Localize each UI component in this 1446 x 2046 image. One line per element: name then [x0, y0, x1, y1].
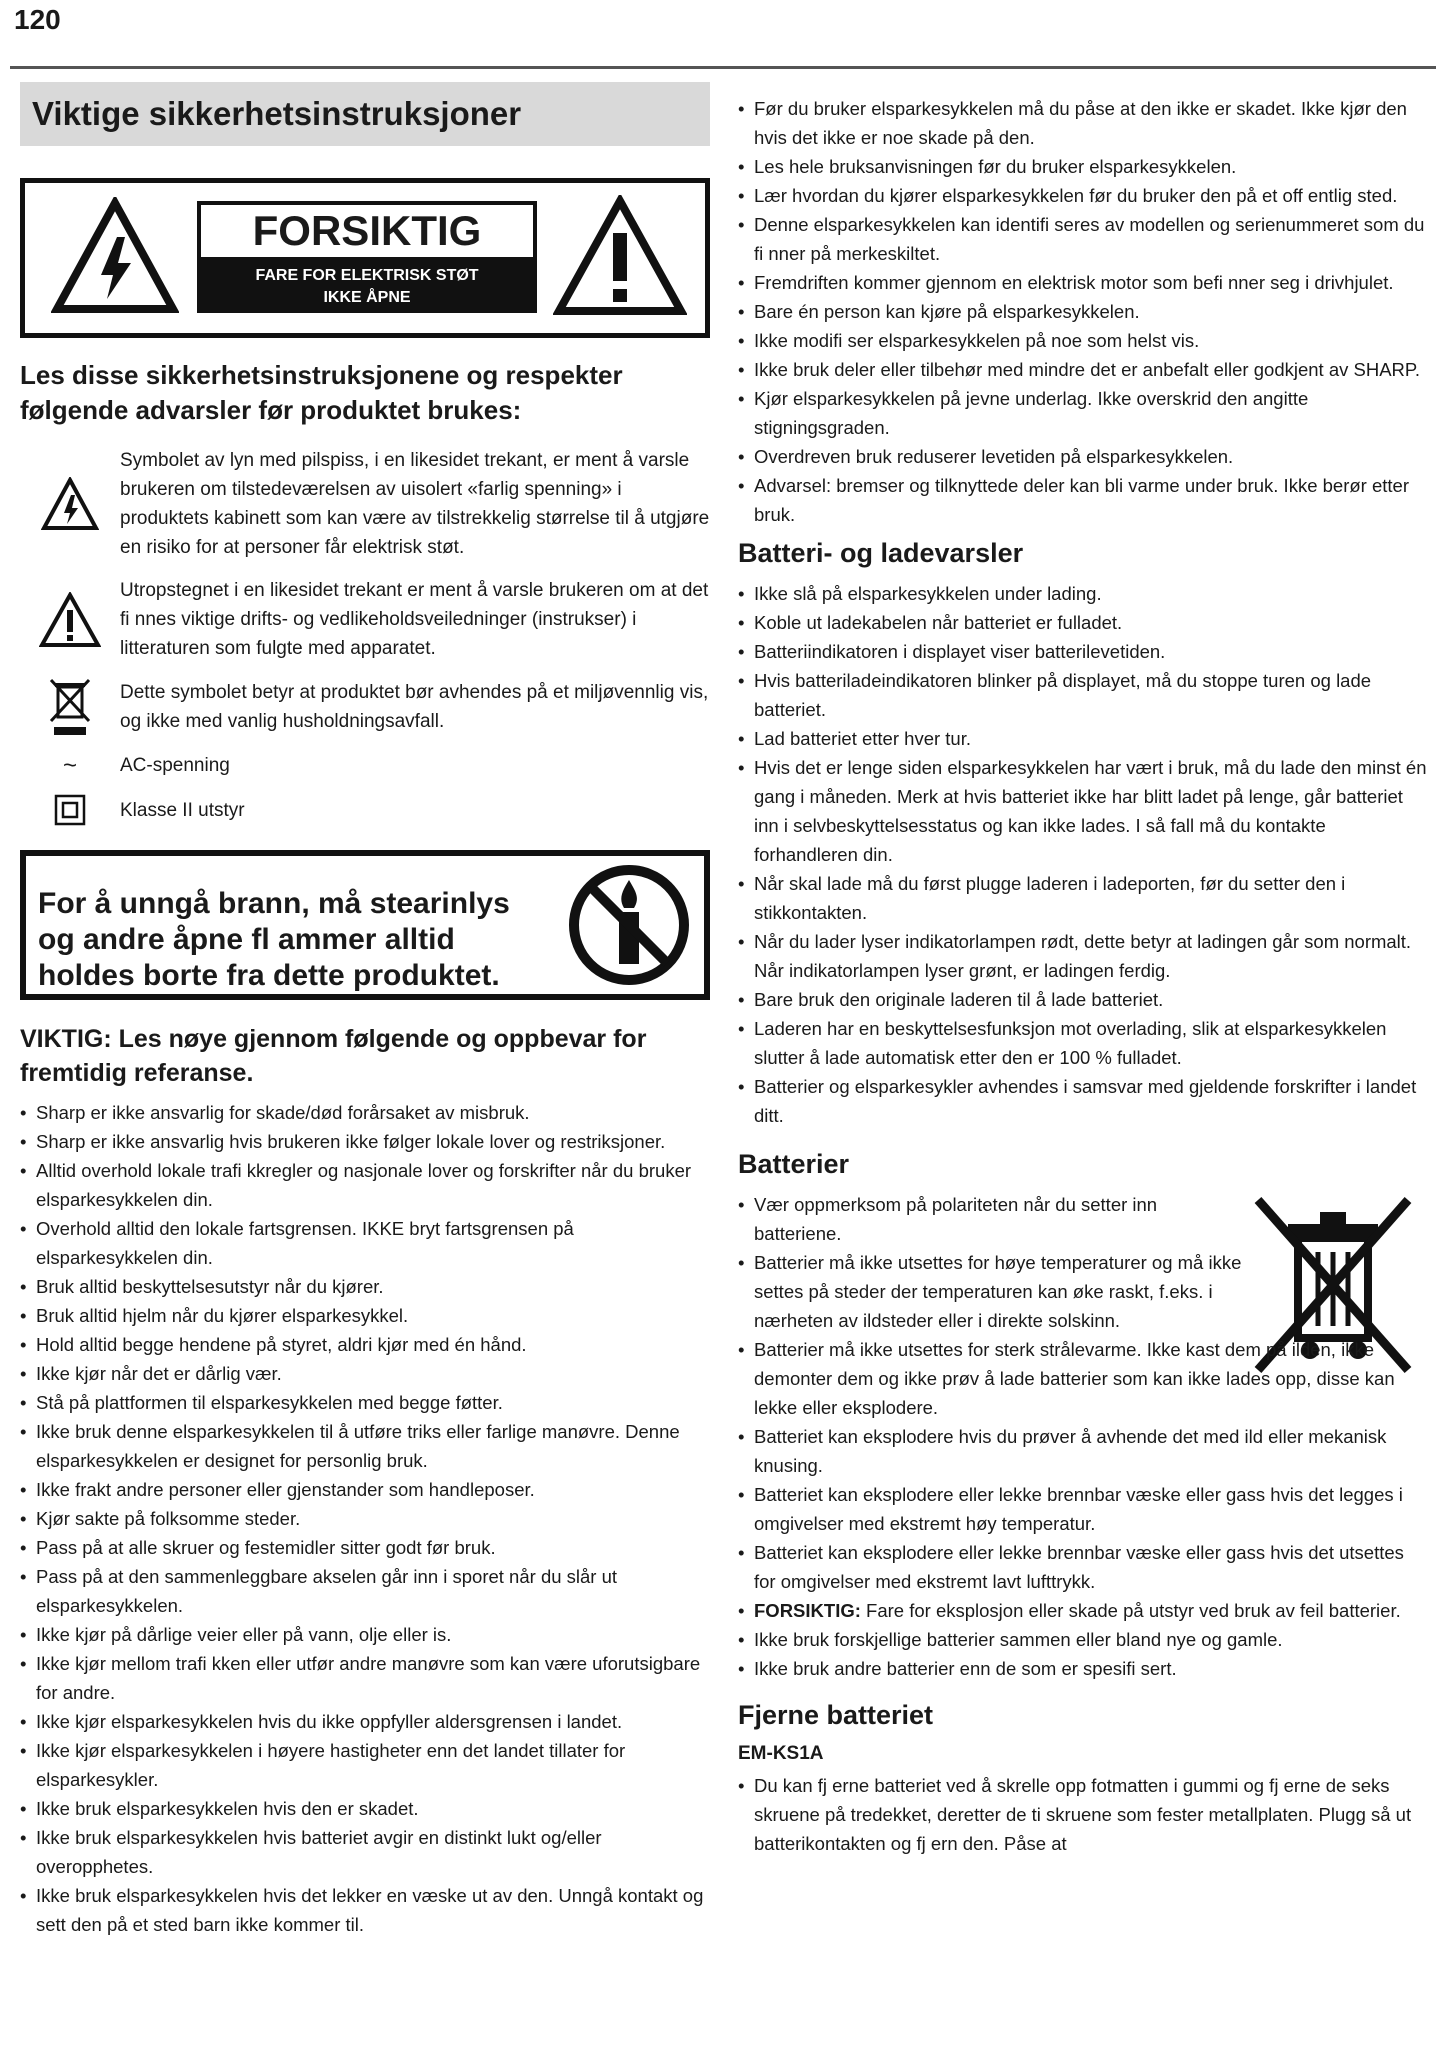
list-item: • Batteriet kan eksplodere eller lekke brennbar væske eller gass hvis det legges i omgivelser med ekstremt høy temperatur. [738, 1480, 1428, 1538]
caution-label [20, 178, 710, 338]
list-item: • Ikke bruk denne elsparkesykkelen til å utføre triks eller farlige manøvre. Denne elsparkesykkelen er designet for personlig bruk. [20, 1417, 710, 1475]
list-item: • Stå på plattformen til elsparkesykkelen med begge føtter. [20, 1388, 710, 1417]
list-item: • Ikke kjør mellom trafi kken eller utfør andre manøvre som kan være uforutsigbare for andre. [20, 1649, 710, 1707]
batteries-section [738, 1190, 1428, 1683]
list-item: • Bruk alltid hjelm når du kjører elsparkesykkel. [20, 1301, 710, 1330]
list-item: • Kjør sakte på folksomme steder. [20, 1504, 710, 1533]
list-item: • Hold alltid begge hendene på styret, aldri kjør med én hånd. [20, 1330, 710, 1359]
symbol-text: AC-spenning [120, 755, 230, 776]
list-item: • Batteriet kan eksplodere eller lekke brennbar væske eller gass hvis det utsettes for omgivelser med ekstremt lavt lufttrykk. [738, 1538, 1428, 1596]
double-square-icon [20, 794, 120, 826]
caution-line-1: FARE FOR ELEKTRISK STØT [255, 267, 479, 284]
symbol-text: Symbolet av lyn med pilspiss, i en likesidet trekant, er ment å varsle brukeren om tilstedeværelsen av uisolert «farlig spenning» i produktets kabinett som kan være av tilstrekkelig størrelse til å utgjøre en risiko for at personer får elektrisk støt. [120, 450, 710, 558]
caution-center [197, 201, 537, 313]
caution-subtitle [197, 261, 537, 313]
batteries-heading: Batterier [738, 1149, 850, 1179]
lightning-triangle-icon [20, 477, 120, 531]
top-rule [10, 66, 1436, 69]
list-item: • Les hele bruksanvisningen før du bruker elsparkesykkelen. [738, 152, 1428, 181]
list-item: • Hvis batteriladeindikatoren blinker på displayet, må du stoppe turen og lade batteriet. [738, 666, 1428, 724]
list-item: • Batteriet kan eksplodere hvis du prøver å avhende det med ild eller mekanisk knusing. [738, 1422, 1428, 1480]
caution-line-2: IKKE ÅPNE [323, 289, 411, 306]
list-item: • Overhold alltid den lokale fartsgrensen. IKKE bryt fartsgrensen på elsparkesykkelen din. [20, 1214, 710, 1272]
charging-heading: Batteri- og ladevarsler [738, 538, 1024, 568]
list-item: • Ikke kjør på dårlige veier eller på vann, olje eller is. [20, 1620, 710, 1649]
list-item: • Når skal lade må du først plugge laderen i ladeporten, før du setter den i stikkontakten. [738, 869, 1428, 927]
no-open-flame-icon [566, 862, 692, 988]
list-item: • Før du bruker elsparkesykkelen må du påse at den ikke er skadet. Ikke kjør den hvis det ikke er noe skade på den. [738, 94, 1428, 152]
page-title: Viktige sikkerhetsinstruksjoner [32, 95, 522, 132]
crossed-bin-icon [20, 677, 120, 737]
title-bar [20, 82, 710, 146]
exclamation-triangle-icon [20, 592, 120, 648]
symbol-text: Klasse II utstyr [120, 799, 245, 821]
list-item: • Bare bruk den originale laderen til å lade batteriet. [738, 985, 1428, 1014]
list-item: • Sharp er ikke ansvarlig for skade/død forårsaket av misbruk. [20, 1098, 710, 1127]
list-item: • Batteriindikatoren i displayet viser batterilevetiden. [738, 637, 1428, 666]
caution-text-inline: Fare for eksplosjon eller skade på utstyr ved bruk av feil batterier. [860, 1600, 1401, 1621]
batteries-list [738, 1190, 1428, 1683]
charging-list [738, 579, 1428, 1130]
list-item: • Bruk alltid beskyttelsesutstyr når du kjører. [20, 1272, 710, 1301]
list-item: • Vær oppmerksom på polariteten når du setter inn batteriene. [738, 1190, 1428, 1248]
list-item: • Ikke kjør elsparkesykkelen i høyere hastigheter enn det landet tillater for elsparkesykler. [20, 1736, 710, 1794]
list-item: • Ikke kjør når det er dårlig vær. [20, 1359, 710, 1388]
remove-battery-list [738, 1771, 1428, 1858]
list-item: • Lad batteriet etter hver tur. [738, 724, 1428, 753]
list-item: • Ikke bruk deler eller tilbehør med mindre det er anbefalt eller godkjent av SHARP. [738, 355, 1428, 384]
remove-battery-heading: Fjerne batteriet [738, 1700, 934, 1730]
list-item: • Pass på at den sammenleggbare akselen går inn i sporet når du slår ut elsparkesykkelen. [20, 1562, 710, 1620]
caution-word: FORSIKTIG [197, 201, 537, 261]
fire-warning-text: For å unngå brann, må stearinlys og andre åpne fl ammer alltid holdes borte fra dette produktet. [38, 887, 510, 992]
list-item: • Laderen har en beskyttelsesfunksjon mot overlading, slik at elsparkesykkelen slutter å lade automatisk etter den er 100 % fulladet. [738, 1014, 1428, 1072]
fire-warning-box [20, 850, 710, 1000]
symbol-row [20, 794, 710, 826]
symbol-row [20, 751, 710, 780]
right-column [738, 94, 1428, 1858]
list-item: • Batterier og elsparkesykler avhendes i samsvar med gjeldende forskrifter i landet ditt. [738, 1072, 1428, 1130]
list-item: • Ikke bruk elsparkesykkelen hvis det lekker en væske ut av den. Unngå kontakt og sett den på et sted barn ikke kommer til. [20, 1881, 710, 1939]
list-item: • Lær hvordan du kjører elsparkesykkelen før du bruker den på et off entlig sted. [738, 181, 1428, 210]
list-item: • Hvis det er lenge siden elsparkesykkelen har vært i bruk, må du lade den minst én gang i måneden. Merk at hvis batteriet ikke har blitt ladet på lenge, går batteriet inn i selvbeskyttelsesstatus og kan ikke lades. I så fall må du kontakte forhandleren din. [738, 753, 1428, 869]
list-item: • Ikke modifi ser elsparkesykkelen på noe som helst vis. [738, 326, 1428, 355]
symbol-text: Utropstegnet i en likesidet trekant er ment å varsle brukeren om at det fi nnes viktige drifts- og vedlikeholdsveiledninger (instrukser) i litteraturen som fulgte med apparatet. [120, 580, 709, 659]
list-item: • Denne elsparkesykkelen kan identifi seres av modellen og serienummeret som du fi nner på merkeskiltet. [738, 210, 1428, 268]
list-item: • Koble ut ladekabelen når batteriet er fulladet. [738, 608, 1428, 637]
list-item: • Batterier må ikke utsettes for sterk strålevarme. Ikke kast dem på ilden, ikke demonter dem og ikke prøv å lade batterier som kan ikke lades opp, disse kan lekke eller eksplodere. [738, 1335, 1428, 1422]
intro-heading: Les disse sikkerhetsinstruksjonene og respekter følgende advarsler før produktet brukes: [20, 360, 623, 425]
list-item: • Pass på at alle skruer og festemidler sitter godt før bruk. [20, 1533, 710, 1562]
list-item: • Overdreven bruk reduserer levetiden på elsparkesykkelen. [738, 442, 1428, 471]
list-item: • Fremdriften kommer gjennom en elektrisk motor som befi nner seg i drivhjulet. [738, 268, 1428, 297]
list-item: • Alltid overhold lokale trafi kkregler og nasjonale lover og forskrifter når du bruker elsparkesykkelen din. [20, 1156, 710, 1214]
lightning-triangle-icon [51, 197, 179, 315]
list-item: • Ikke kjør elsparkesykkelen hvis du ikke oppfyller aldersgrensen i landet. [20, 1707, 710, 1736]
left-column [20, 82, 710, 1939]
list-item: • Når du lader lyser indikatorlampen rødt, dette betyr at ladingen går som normalt. Når indikatorlampen lyser grønt, er ladingen ferdig. [738, 927, 1428, 985]
page-number: 120 [14, 4, 61, 35]
model-label: EM-KS1A [738, 1743, 824, 1764]
caution-label-inline: FORSIKTIG: [754, 1600, 861, 1621]
list-item: • Advarsel: bremser og tilknyttede deler kan bli varme under bruk. Ikke berør etter bruk. [738, 471, 1428, 529]
list-item: • Ikke bruk elsparkesykkelen hvis batteriet avgir en distinkt lukt og/eller overopphetes. [20, 1823, 710, 1881]
symbol-text: Dette symbolet betyr at produktet bør avhendes på et miljøvennlig vis, og ikke med vanlig husholdningsavfall. [120, 682, 709, 732]
tilde-icon: ~ [62, 751, 77, 779]
list-item: • Batterier må ikke utsettes for høye temperaturer og må ikke settes på steder der temperaturen kan øke raskt, f.eks. i nærheten av ildsteder eller i direkte solskinn. [738, 1248, 1428, 1335]
list-item: • Bare én person kan kjøre på elsparkesykkelen. [738, 297, 1428, 326]
list-item: • Ikke bruk forskjellige batterier sammen eller bland nye og gamle. [738, 1625, 1428, 1654]
symbol-list [20, 446, 710, 826]
list-item: • Sharp er ikke ansvarlig hvis brukeren ikke følger lokale lover og restriksjoner. [20, 1127, 710, 1156]
list-item: • Ikke slå på elsparkesykkelen under lading. [738, 579, 1428, 608]
symbol-row [20, 446, 710, 562]
important-heading: VIKTIG: Les nøye gjennom følgende og oppbevar for fremtidig referanse. [20, 1025, 647, 1087]
list-item: • Ikke frakt andre personer eller gjenstander som handleposer. [20, 1475, 710, 1504]
general-list [738, 94, 1428, 529]
exclamation-triangle-icon [553, 195, 687, 317]
important-list [20, 1098, 710, 1939]
symbol-row [20, 576, 710, 663]
list-item [738, 1596, 1428, 1625]
symbol-row [20, 677, 710, 737]
list-item: • Kjør elsparkesykkelen på jevne underlag. Ikke overskrid den angitte stigningsgraden. [738, 384, 1428, 442]
list-item: • Ikke bruk andre batterier enn de som er spesifi sert. [738, 1654, 1428, 1683]
list-item: • Du kan fj erne batteriet ved å skrelle opp fotmatten i gummi og fj erne de seks skruene på tredekket, deretter de ti skruene som fester metallplaten. Plugg så ut batterikontakten og fj ern den. Påse at [738, 1771, 1428, 1858]
list-item: • Ikke bruk elsparkesykkelen hvis den er skadet. [20, 1794, 710, 1823]
